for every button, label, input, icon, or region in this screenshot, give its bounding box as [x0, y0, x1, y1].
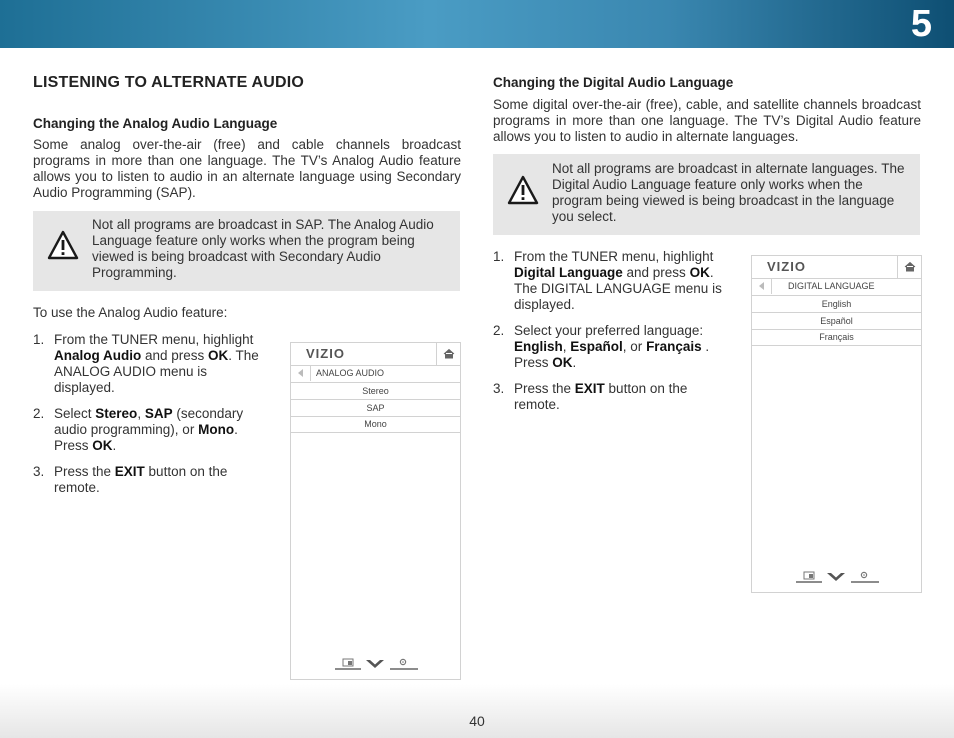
tv-menu-bottom-bar [752, 569, 921, 585]
section-title: LISTENING TO ALTERNATE AUDIO [33, 74, 305, 91]
tv-menu-header [291, 343, 460, 366]
analog-intro: Some analog over-the-air (free) and cable channels broadcast programs in more than one language. The TV’s Analog Audio feature allows you to listen to audio in an alternate language using Secondary Audio Programming (SAP). [33, 137, 461, 200]
digital-note-box [493, 154, 920, 235]
list-item: 1. From the TUNER menu, highlight Digital Language and press OK. The DIGITAL LANGUAGE menu is displayed. [493, 249, 722, 312]
tv-menu-header [752, 256, 921, 279]
tv-menu-option[interactable]: Español [752, 313, 921, 330]
settings-icon[interactable] [851, 572, 879, 582]
digital-subtitle: Changing the Digital Audio Language [493, 75, 734, 90]
list-item: 3. Press the EXIT button on the remote. [33, 464, 228, 495]
digital-note-text: Not all programs are broadcast in alternate languages. The Digital Audio Language feature only works when the program being viewed is being broadcast in the language you select. [552, 161, 905, 224]
analog-steps [33, 332, 269, 506]
digital-steps [493, 249, 731, 423]
settings-icon[interactable] [390, 659, 418, 669]
back-arrow-icon[interactable] [291, 365, 311, 381]
vizio-logo: VIZIO [767, 259, 806, 274]
tv-menu-title: ANALOG AUDIO [316, 368, 385, 378]
vizio-v-icon[interactable] [827, 573, 845, 581]
tv-menu-title-row [291, 365, 460, 383]
digital-intro: Some digital over-the-air (free), cable, and satellite channels broadcast programs in more than one language. The TV’s Digital Audio feature allows you to listen to audio in alternate languages. [493, 97, 921, 144]
list-item: 2. Select your preferred language: English, Español, or Français . Press OK. [493, 323, 710, 370]
warning-icon [507, 175, 539, 205]
list-item: 3. Press the EXIT button on the remote. [493, 381, 688, 412]
tv-menu-option[interactable]: Français [752, 329, 921, 346]
home-icon[interactable] [436, 343, 460, 365]
tv-menu-option[interactable]: Stereo [291, 383, 460, 400]
analog-note-text: Not all programs are broadcast in SAP. The Analog Audio Language feature only works when the program being viewed is being broadcast with Secondary Audio Programming. [92, 217, 434, 280]
tv-menu-title-row [752, 278, 921, 296]
footer-bar [0, 684, 954, 738]
analog-audio-tv-menu [290, 342, 461, 680]
tv-menu-title: DIGITAL LANGUAGE [788, 281, 875, 291]
digital-language-tv-menu [751, 255, 922, 593]
tv-menu-option[interactable]: SAP [291, 400, 460, 417]
page-number: 40 [469, 713, 485, 729]
analog-subtitle: Changing the Analog Audio Language [33, 116, 278, 131]
tv-menu-bottom-bar [291, 656, 460, 672]
vizio-v-icon[interactable] [366, 660, 384, 668]
tv-menu-option[interactable]: Mono [291, 416, 460, 433]
warning-icon [47, 230, 79, 260]
header-bar [0, 0, 954, 48]
back-arrow-icon[interactable] [752, 278, 772, 294]
vizio-logo: VIZIO [306, 346, 345, 361]
home-icon[interactable] [897, 256, 921, 278]
chapter-number: 5 [910, 3, 932, 45]
wide-icon[interactable] [335, 659, 361, 669]
analog-lead: To use the Analog Audio feature: [33, 305, 228, 320]
list-item: 1. From the TUNER menu, highlight Analog Audio and press OK. The ANALOG AUDIO menu is displayed. [33, 332, 259, 395]
analog-note-box [33, 211, 460, 291]
wide-icon[interactable] [796, 572, 822, 582]
list-item: 2. Select Stereo, SAP (secondary audio programming), or Mono. Press OK. [33, 406, 244, 453]
tv-menu-option[interactable]: English [752, 296, 921, 313]
